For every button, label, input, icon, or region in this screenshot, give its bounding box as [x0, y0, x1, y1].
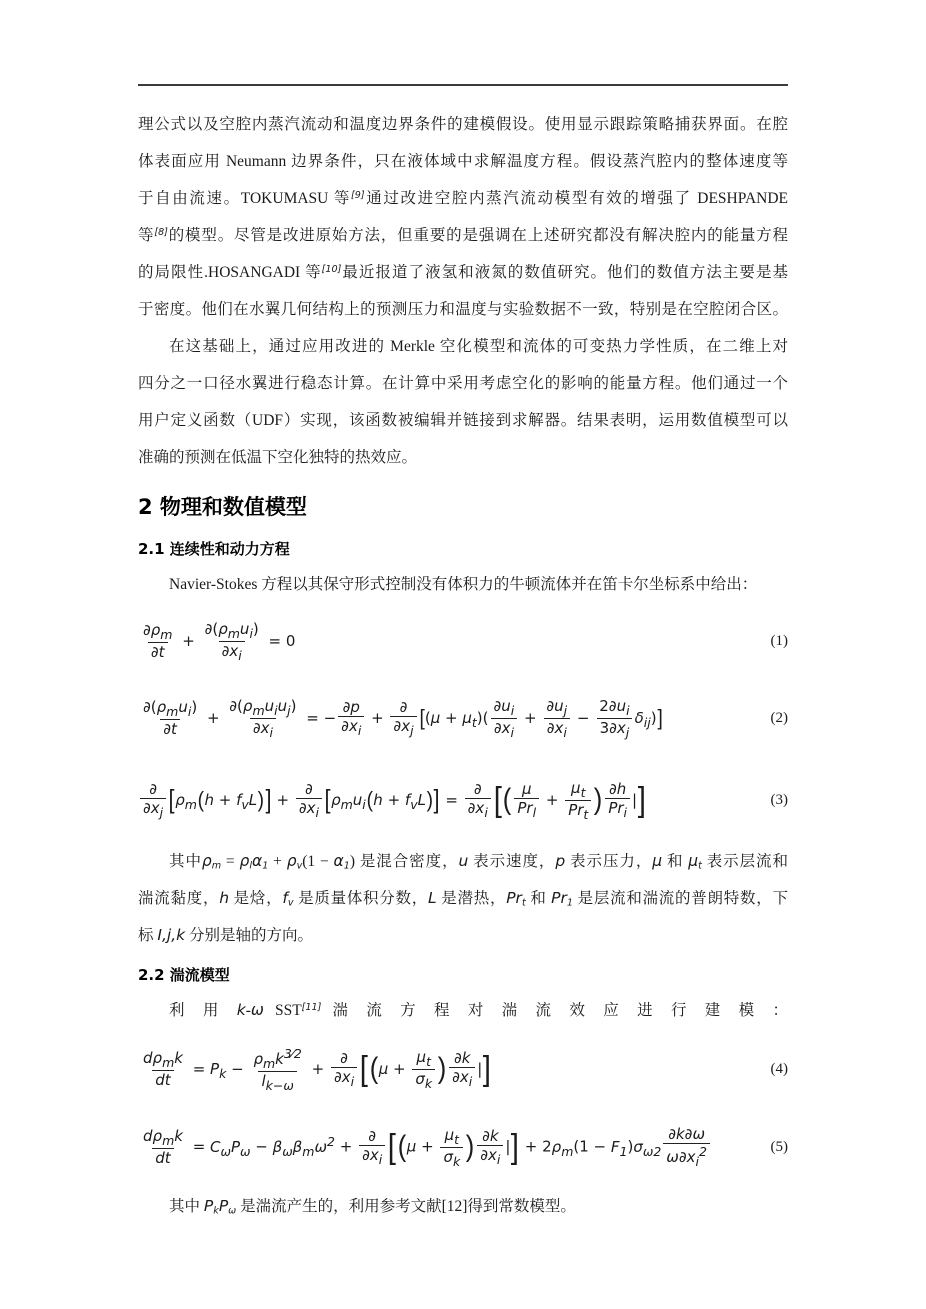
text-run: 其中	[169, 1198, 204, 1215]
math-token: $Pr_t$	[568, 800, 589, 822]
math-token: $x_j$	[616, 718, 630, 740]
math-token: $x_i$	[554, 718, 567, 740]
fraction	[440, 1126, 463, 1169]
math-token: $\delta_{ij}$	[634, 708, 651, 730]
math-token: $\beta_\omega$	[272, 1137, 293, 1159]
text-run: )(	[476, 708, 489, 727]
text-run: 四分之一口径水翼进行稳态计算。在计算中采用考虑空化的影响的能量方程。他们通过一个	[138, 375, 788, 392]
text-run: 等	[138, 227, 155, 244]
math-token: $\mu_t$	[571, 778, 586, 800]
text-line	[138, 402, 788, 439]
text-run: +	[202, 708, 225, 727]
navier-stokes-intro	[138, 566, 788, 603]
math-token: ω	[692, 1125, 705, 1143]
text-run: ) 是混合密度，	[349, 853, 459, 870]
text-run: 是质量体积分数，	[293, 890, 428, 907]
equation-number: (5)	[770, 1138, 788, 1155]
math-token: $\mu_t$	[444, 1125, 460, 1147]
equation-number: (2)	[770, 709, 788, 726]
fraction	[596, 697, 632, 740]
text-run: )	[290, 696, 297, 715]
math-token: d	[143, 1127, 153, 1145]
text-run: 利 用	[169, 1002, 237, 1019]
text-run: 最近报道了液氢和液氮的数值研究。他们的数值方法主要是基	[341, 264, 788, 281]
text-run: ∂	[473, 780, 482, 798]
math-token: $x_i$	[348, 717, 362, 738]
text-run: −	[572, 708, 595, 727]
math-token: $u_i$	[352, 790, 366, 812]
math-token: $u_j$	[554, 696, 568, 718]
text-line	[138, 328, 788, 365]
text-run: ∂	[678, 1148, 687, 1166]
text-run: ∂(	[143, 698, 157, 716]
text-run: )	[627, 1137, 634, 1156]
math-token: $P_\omega$	[231, 1137, 251, 1159]
text-run: ∂	[546, 696, 555, 715]
math-token: I,j,k	[157, 926, 186, 944]
math-token: L	[428, 889, 437, 907]
math-token: $x_j$	[401, 717, 414, 738]
math-token: $u_i$	[616, 696, 630, 718]
equation-1	[138, 606, 788, 676]
text-run: 表示层流和	[701, 853, 788, 870]
math-token: h	[204, 790, 214, 809]
text-line	[138, 291, 788, 328]
math-token: k	[174, 1127, 183, 1145]
text-run: ∂	[467, 799, 476, 817]
math-token: $\rho_m$	[218, 619, 240, 641]
math-token: $\mu_t$	[688, 852, 702, 872]
fraction	[140, 698, 200, 738]
fraction	[140, 780, 166, 820]
fraction	[477, 1127, 503, 1167]
math-token: $\alpha_1$	[333, 852, 350, 872]
text-run: 的局限性.HOSANGADI 等	[138, 264, 322, 281]
math-token: $u_j$	[277, 696, 291, 718]
math-token: t	[171, 720, 177, 738]
math-token: $x_i$	[260, 718, 273, 740]
text-line	[138, 917, 788, 954]
text-run: +	[416, 1137, 439, 1156]
text-run: +	[334, 1137, 358, 1156]
text-run: ∂	[143, 621, 151, 639]
math-token: $f_v$	[404, 790, 418, 812]
math-token: $\sigma_k$	[443, 1147, 461, 1169]
text-run: )	[650, 708, 657, 727]
math-token: $\rho_m$	[253, 1049, 276, 1071]
section-heading-2: 2 物理和数值模型	[138, 495, 307, 519]
math-token: $\beta_m$	[292, 1137, 315, 1159]
math-token: μ	[521, 780, 532, 798]
text-run: 分别是轴的方向。	[185, 927, 313, 944]
fraction	[663, 1125, 710, 1169]
text-run: +	[440, 708, 463, 727]
math-token: $\rho_m$	[175, 790, 197, 812]
math-token: $u_i$	[501, 696, 515, 718]
text-run: ∂	[493, 718, 502, 737]
text-run: ∂	[163, 720, 172, 738]
fraction	[202, 620, 262, 663]
fraction	[565, 779, 591, 822]
fraction	[250, 1046, 304, 1093]
fraction	[514, 780, 539, 820]
math-token: k	[675, 1125, 685, 1143]
equation-2	[138, 679, 788, 757]
math-token: $\mu_t$	[462, 708, 477, 730]
text-run: -	[245, 1002, 251, 1019]
subsection-heading-2-1: 2.1 连续性和动力方程	[138, 540, 290, 558]
text-run: ∂	[453, 1049, 462, 1067]
fraction	[412, 1048, 435, 1091]
math-token: $x_i$	[306, 799, 319, 820]
equation-number: (4)	[770, 1060, 788, 1077]
text-run: ∂(	[204, 619, 219, 638]
text-run: ∂	[149, 780, 157, 798]
equation-body: $\frac{d\rho_mk}{dt}$ = $C_\omega P_\omega - \beta_\omega\beta_m\omega^2$ + $\frac{\partial}{\partial x_i}$ [(μ + $\frac{\mu_t}{\sigma_k}$ ) $\frac{\partial k}{\partial x_i}$ |] + $2\rho_m(1 - F_1)\sigma_{\omega 2}$ $\frac{\partial k\partial\omega}{\omega\partial x_i^2}$	[138, 1125, 748, 1169]
text-run: )	[252, 619, 259, 638]
math-token: L	[248, 790, 258, 809]
text-line	[138, 992, 788, 1029]
text-run: 是层流和湍流的普朗特数，下	[573, 890, 788, 907]
text-run: = −	[301, 708, 337, 727]
math-token: k	[489, 1127, 499, 1145]
subsection-heading-2-2: 2.2 湍流模型	[138, 966, 230, 984]
math-token: $\rho_m$	[242, 696, 265, 718]
math-token: $\omega^2$	[314, 1133, 335, 1156]
math-token: k	[236, 1001, 246, 1019]
text-run: ∂	[399, 698, 408, 716]
equation-5	[138, 1109, 788, 1185]
math-token: $\sigma_k$	[415, 1069, 433, 1091]
fraction	[449, 1049, 475, 1089]
text-run: +	[213, 790, 237, 809]
math-token: $C_\omega$	[210, 1137, 231, 1159]
text-run: ∂	[252, 718, 261, 737]
math-token: k	[174, 1049, 183, 1067]
math-token: $\rho_m$	[201, 852, 222, 872]
math-token: $F_1$	[610, 1137, 628, 1159]
k-omega-line	[138, 992, 788, 1029]
text-run: 理公式以及空腔内蒸汽流动和温度边界条件的建模假设。使用显示跟踪策略捕获界面。在腔	[138, 116, 788, 133]
equation-body: $\frac{d\rho_mk}{dt}$ = $P_k$ − $\frac{\rho_mk^{3⁄2}}{l_{k-\omega}}$ + $\frac{\partial}{\partial x_i}$ [(μ + $\frac{\mu_t}{\sigma_k}$ ) $\frac{\partial k}{\partial x_i}$ |]	[138, 1046, 748, 1093]
text-run: ∂	[143, 799, 151, 817]
fraction	[390, 698, 416, 738]
math-token: h	[219, 889, 230, 907]
fraction	[465, 780, 491, 820]
text-run: 是焓，	[229, 890, 283, 907]
text-run: 通过改进空腔内蒸汽流动模型有效的增强了 DESHPANDE	[364, 190, 788, 207]
math-token: $\rho_l$	[239, 852, 252, 872]
text-run: 湍流黏度，	[138, 890, 220, 907]
text-run: 湍 流 方 程 对 湍 流 效 应 进 行 建 模 ：	[321, 1002, 788, 1019]
text-run: +	[177, 631, 200, 650]
math-token: h	[373, 790, 383, 809]
text-line	[138, 106, 788, 143]
page-content	[138, 106, 788, 1225]
text-run: ∂	[493, 696, 502, 715]
text-run: )	[191, 698, 198, 716]
math-token: $u_i$	[264, 696, 278, 718]
math-token: ω	[666, 1148, 679, 1166]
text-line	[138, 143, 788, 180]
paragraph-1	[138, 106, 788, 328]
text-run: |	[477, 1059, 483, 1078]
math-token: $\rho_m$	[156, 698, 179, 719]
equation-number: (3)	[770, 791, 788, 808]
text-run: 和	[662, 853, 689, 870]
math-token: $P_k$	[210, 1059, 227, 1081]
math-token: [8]	[154, 227, 168, 239]
text-run: =	[187, 1059, 211, 1078]
text-run: ∂	[684, 1125, 693, 1143]
math-token: $\rho_m$	[152, 1049, 175, 1070]
text-run: +	[541, 790, 564, 809]
math-token: u	[458, 852, 469, 870]
text-line	[138, 843, 788, 880]
text-line	[138, 254, 788, 291]
math-token: $Pr_t$	[506, 889, 526, 909]
text-run: 准确的预测在低温下空化独特的热效应。	[138, 449, 418, 466]
text-run: ∂	[342, 698, 351, 716]
fraction	[491, 697, 518, 740]
text-run: ∂	[298, 799, 307, 817]
text-run: 3∂	[599, 718, 617, 737]
fraction	[140, 1127, 186, 1167]
text-run: 体表面应用 Neumann 边界条件，只在液体域中求解温度方程。假设蒸汽腔内的整体速度等	[138, 153, 788, 170]
paragraph-3	[138, 843, 788, 954]
math-token: $x_i^2$	[686, 1144, 707, 1169]
text-run: +	[366, 708, 389, 727]
closing-line	[138, 1188, 788, 1225]
math-token: $u_i$	[239, 619, 253, 641]
text-line	[138, 217, 788, 254]
math-token: $Pr_i$	[608, 799, 628, 820]
math-token: h	[616, 780, 627, 798]
text-run: =	[187, 1137, 211, 1156]
math-token: $x_i$	[487, 1146, 501, 1167]
math-token: $\rho_m$	[150, 621, 173, 642]
text-run: 是湍流产生的，利用参考文献[12]得到常数模型。	[236, 1198, 576, 1215]
math-token: k	[461, 1049, 471, 1067]
math-token: [9]	[351, 190, 365, 202]
equation-body: $\frac{\partial}{\partial x_j}$ $[\rho_m(h + f_vL)]$ + $\frac{\partial}{\partial x_i}$ $[\rho_mu_i(h + f_vL)]$ = $\frac{\partial}{\partial x_i}$ [( $\frac{\mu}{Pr_l}$ + $\frac{\mu_t}{Pr_t}$ ) $\frac{\partial h}{Pr_i}$ |]	[138, 779, 748, 822]
fraction	[140, 1049, 186, 1089]
equation-number: (1)	[770, 632, 788, 649]
text-run: + 2	[520, 1137, 552, 1156]
math-token: $f_v$	[236, 790, 249, 812]
math-token: $f_v$	[282, 889, 294, 909]
text-line	[138, 439, 788, 476]
math-token: $u_i$	[178, 698, 192, 719]
text-run: =	[440, 790, 463, 809]
text-run: ∂	[546, 718, 555, 737]
math-token: $P_k$	[203, 1197, 219, 1217]
text-run: ∂	[340, 1049, 348, 1067]
text-run: ∂	[150, 643, 159, 661]
equation-body	[138, 620, 748, 663]
text-run: 表示压力，	[565, 853, 653, 870]
text-run: 是潜热，	[436, 890, 507, 907]
math-token: dt	[155, 1149, 171, 1167]
text-run: +	[382, 790, 405, 809]
math-token: $\mu_t$	[416, 1047, 431, 1069]
math-token: $x_i$	[369, 1146, 383, 1167]
equation-body: $\frac{\partial(\rho_mu_i)}{\partial t}$ + $\frac{\partial(\rho_mu_iu_j)}{\partial x_i}$ = − $\frac{\partial p}{\partial x_i}$ + $\frac{\partial}{\partial x_j}$ [$(\mu + \mu_t)$( $\frac{\partial u_i}{\partial x_i}$ + $\frac{\partial u_j}{\partial x_i}$ − $\frac{2\partial u_i}{3\partial x_j}$ $\delta_{ij}$)]	[138, 697, 748, 740]
fraction	[331, 1049, 357, 1089]
text-run: 和	[525, 890, 552, 907]
text-run: ∂	[452, 1068, 460, 1086]
fraction	[296, 780, 322, 820]
text-run: 于自由流速。TOKUMASU 等	[138, 190, 351, 207]
text-run: +	[388, 1059, 411, 1078]
text-run: ∂	[393, 717, 402, 735]
text-run: = 0	[263, 631, 296, 650]
text-run: (1 −	[573, 1137, 611, 1156]
math-token: $\rho_m$	[331, 790, 353, 812]
text-run: ∂	[668, 1125, 676, 1143]
text-run: 其中	[169, 853, 202, 870]
text-line	[138, 880, 788, 917]
paragraph-2	[138, 328, 788, 476]
math-token: $x_i$	[341, 1068, 355, 1089]
math-token: $\sigma_{\omega 2}$	[633, 1137, 662, 1159]
text-run: −	[250, 1137, 273, 1156]
math-token: $x_i$	[229, 641, 242, 663]
header-rule	[138, 84, 788, 86]
text-run: ∂	[221, 641, 230, 660]
math-token: $\rho_m$	[551, 1137, 574, 1159]
math-token: p	[350, 698, 360, 716]
math-token: μ	[406, 1137, 417, 1156]
text-run: ∂(	[229, 696, 243, 715]
math-token: p	[555, 852, 566, 870]
text-line	[138, 1188, 788, 1225]
text-run: 于密度。他们在水翼几何结构上的预测压力和温度与实验数据不一致，特别是在空腔闭合区。	[138, 301, 788, 318]
math-token: [10]	[321, 264, 342, 276]
text-run: 标	[138, 927, 158, 944]
math-token: μ	[430, 708, 441, 727]
math-token: $Pr_l$	[517, 799, 537, 820]
text-run: Navier-Stokes 方程以其保守形式控制没有体积力的牛顿流体并在笛卡尔坐标系中给出：	[169, 576, 758, 593]
text-run: 在这基础上，通过应用改进的 Merkle 空化模型和流体的可变热力学性质，在二维上对	[169, 338, 788, 355]
text-run: ∂	[480, 1146, 488, 1164]
text-run: ∂	[305, 780, 313, 798]
fraction	[226, 697, 299, 740]
text-run: 用户定义函数（UDF）实现，该函数被编辑并链接到求解器。结果表明，运用数值模型可以	[138, 412, 788, 429]
math-token: $k^{3⁄2}$	[275, 1045, 302, 1068]
text-run: |	[505, 1137, 511, 1156]
text-run: 的模型。尽管是改进原始方法，但重要的是强调在上述研究都没有解决腔内的能量方程	[167, 227, 788, 244]
text-run: (1 −	[302, 853, 334, 870]
text-run: ∂	[362, 1146, 370, 1164]
fraction	[338, 698, 364, 738]
text-run: ∂	[482, 1127, 490, 1145]
math-token: t	[158, 643, 165, 661]
text-line	[138, 180, 788, 217]
equation-4	[138, 1032, 788, 1106]
text-run: +	[268, 853, 287, 870]
fraction	[359, 1127, 385, 1167]
math-token: $x_j$	[150, 799, 164, 820]
text-run: (	[424, 708, 431, 727]
text-line	[138, 566, 788, 603]
math-token: $l_{k-\omega}$	[261, 1071, 294, 1093]
text-run: =	[221, 853, 240, 870]
math-token: $x_i$	[475, 799, 488, 820]
text-run: ∂	[609, 780, 617, 798]
text-run: ∂	[333, 1068, 342, 1086]
text-run: 2∂	[599, 696, 617, 715]
equation-3	[138, 760, 788, 840]
math-token: $x_i$	[501, 718, 514, 740]
text-run: ∂	[341, 717, 349, 735]
text-run: +	[306, 1059, 329, 1078]
fraction	[140, 621, 175, 661]
math-token: $Pr_1$	[551, 889, 574, 909]
text-run: +	[271, 790, 294, 809]
math-token: [11]	[301, 1002, 322, 1014]
math-token: $P_\omega$	[218, 1197, 237, 1217]
text-run: ∂	[368, 1127, 377, 1145]
math-token: dt	[155, 1071, 171, 1089]
math-token: $\rho_v$	[286, 852, 303, 872]
math-token: $\alpha_1$	[252, 852, 269, 872]
math-token: ω	[250, 1001, 264, 1019]
text-run: −	[226, 1059, 249, 1078]
text-run: +	[519, 708, 542, 727]
math-token: L	[417, 790, 426, 809]
fraction	[543, 697, 570, 740]
text-run: SST	[263, 1002, 302, 1019]
math-token: $\rho_m$	[152, 1127, 175, 1148]
text-run: 表示速度，	[468, 853, 556, 870]
text-line	[138, 365, 788, 402]
math-token: μ	[378, 1059, 389, 1078]
fraction	[605, 780, 630, 820]
text-run: |	[632, 790, 638, 809]
math-token: d	[143, 1049, 153, 1067]
math-token: μ	[652, 852, 663, 870]
math-token: $x_i$	[459, 1068, 473, 1089]
